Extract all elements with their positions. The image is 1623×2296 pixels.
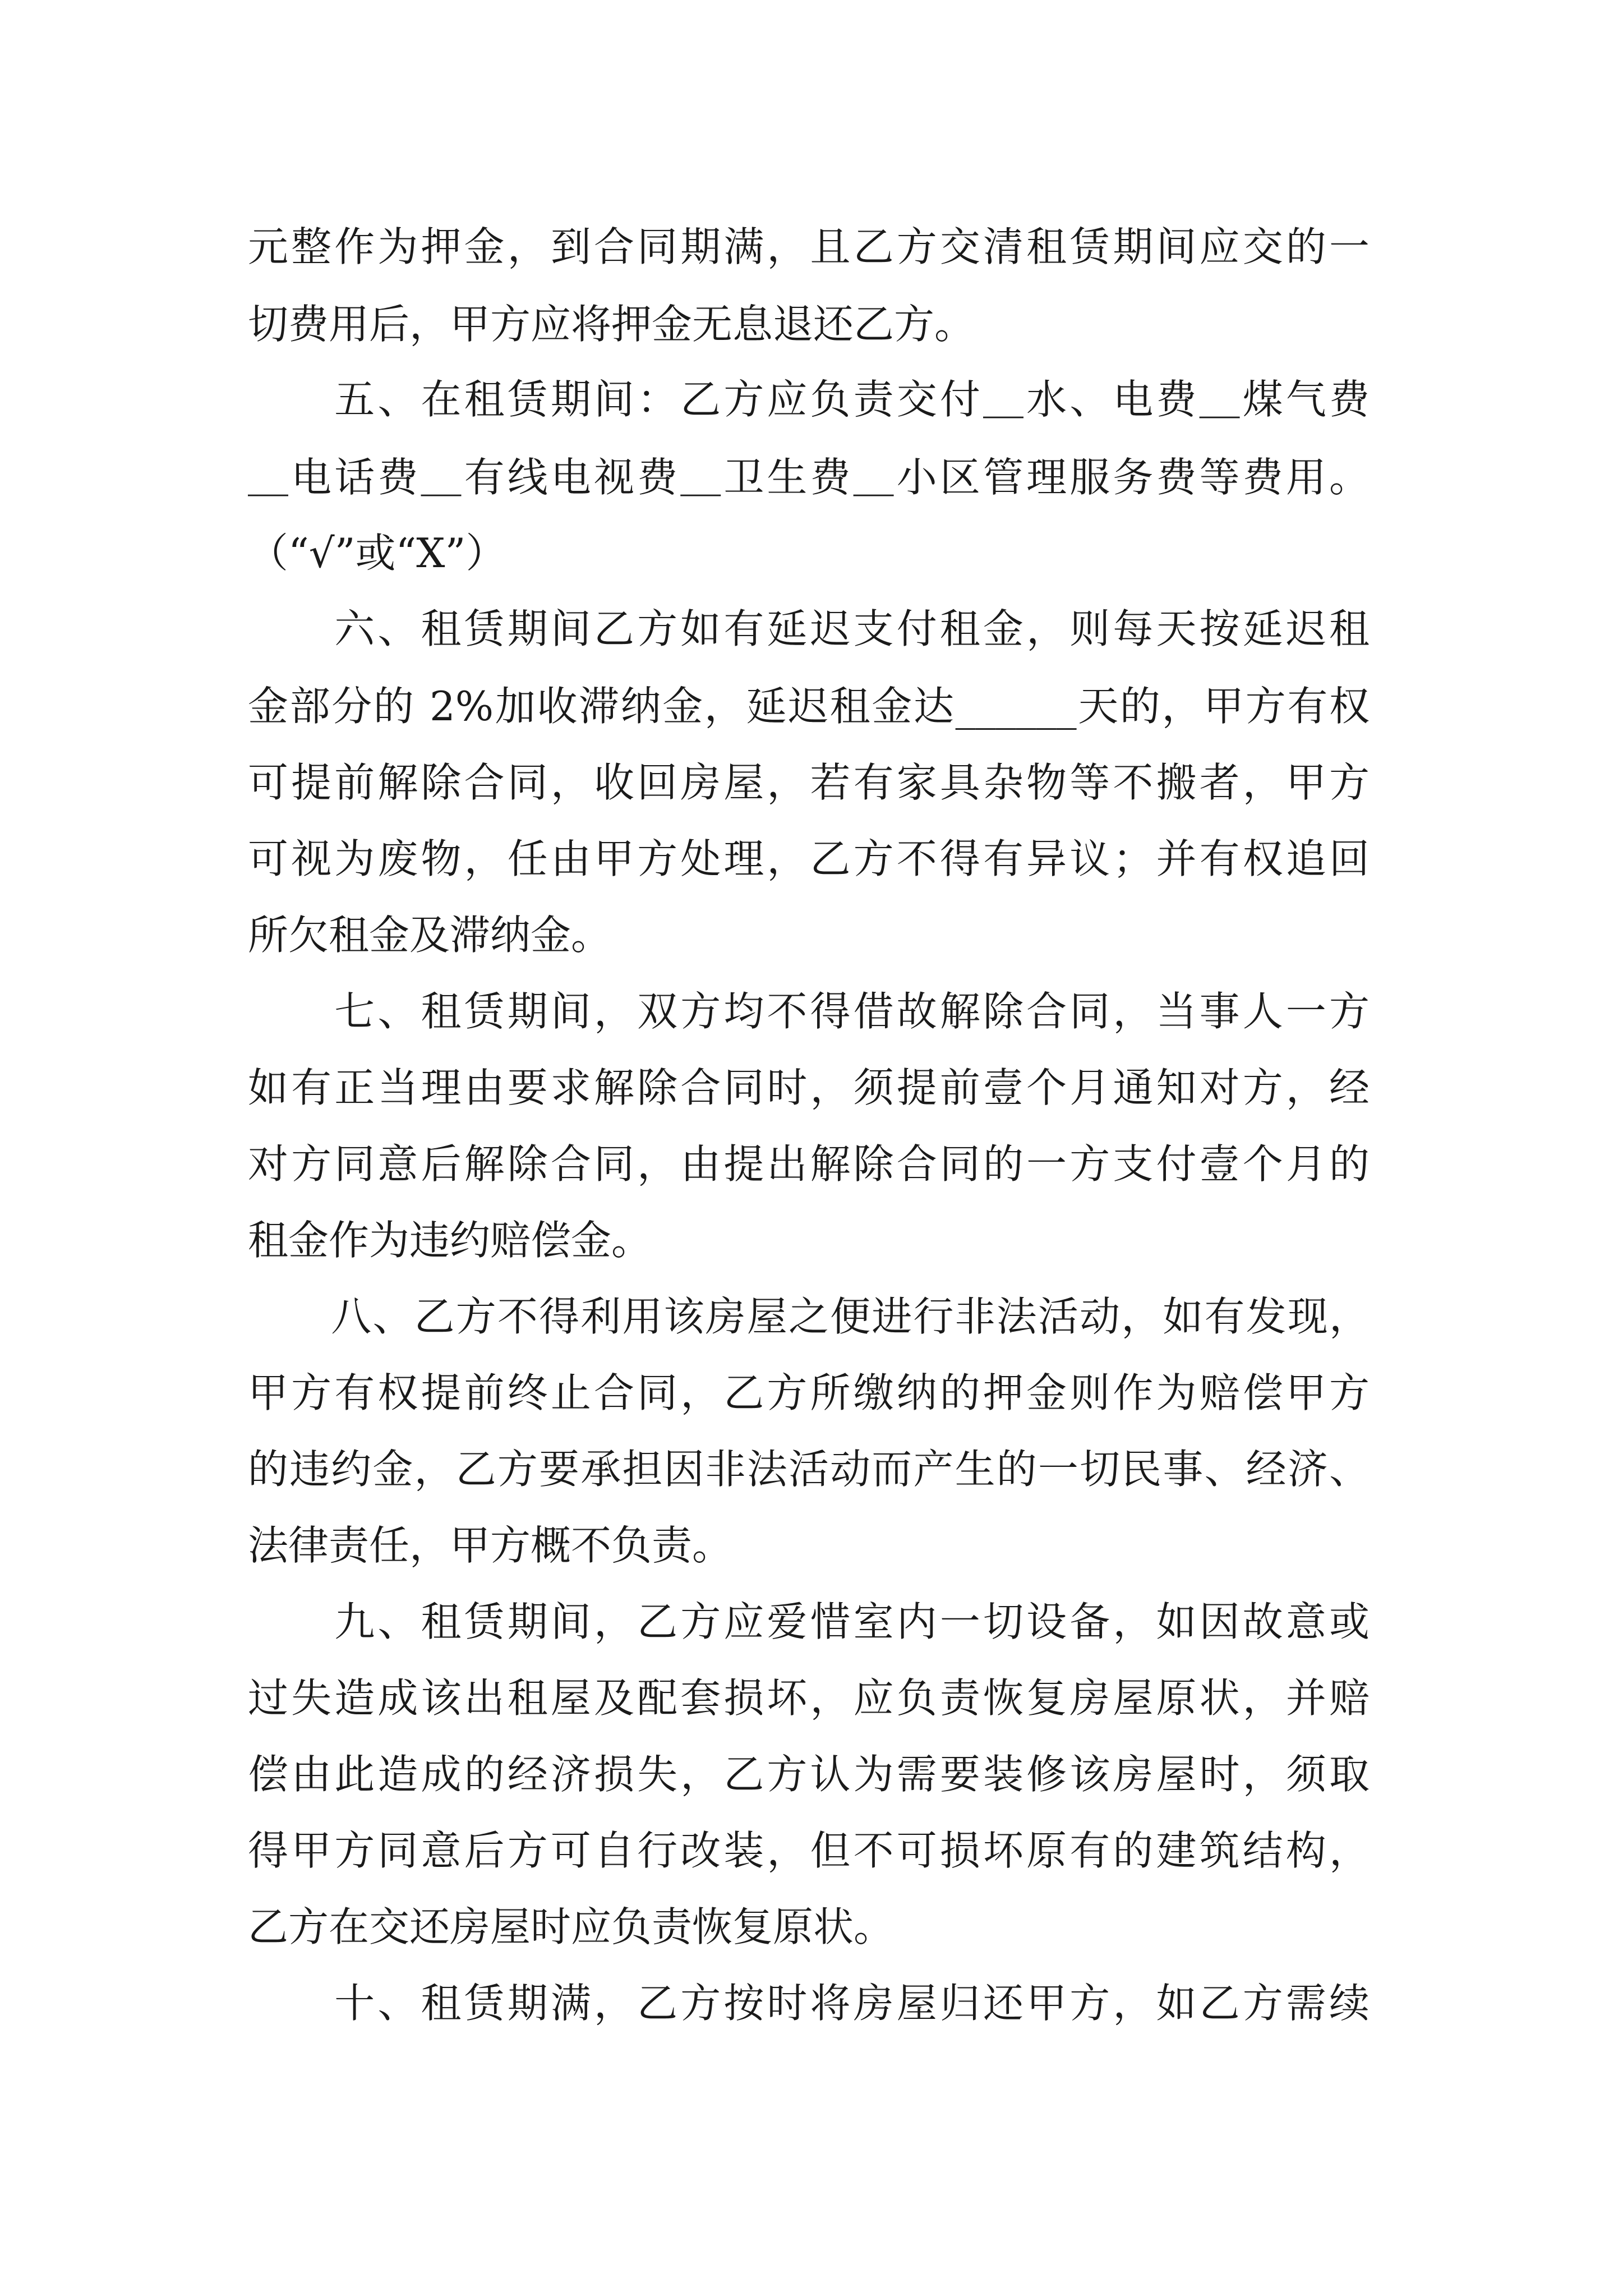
text-line: ＿电话费＿有线电视费＿卫生费＿小区管理服务费等费用。	[248, 454, 1370, 501]
text-line: 法律责任，甲方概不负责。	[248, 1522, 733, 1569]
text-line: （“√”或“X”）	[248, 530, 506, 577]
text-line: 的违约金，乙方要承担因非法活动而产生的一切民事、经济、	[248, 1446, 1370, 1493]
text-line: 九、租赁期间，乙方应爱惜室内一切设备，如因故意或	[248, 1598, 1370, 1645]
text-line: 十、租赁期满，乙方按时将房屋归还甲方，如乙方需续	[248, 1980, 1370, 2027]
text-line: 六、租赁期间乙方如有延迟支付租金，则每天按延迟租	[248, 605, 1370, 652]
text-line: 甲方有权提前终止合同，乙方所缴纳的押金则作为赔偿甲方	[248, 1369, 1370, 1416]
text-line: 五、在租赁期间：乙方应负责交付＿水、电费＿煤气费	[248, 376, 1370, 423]
text-line: 如有正当理由要求解除合同时，须提前壹个月通知对方，经	[248, 1064, 1370, 1111]
text-line: 乙方在交还房屋时应负责恢复原状。	[248, 1903, 895, 1950]
text-line: 所欠租金及滞纳金。	[248, 912, 612, 959]
text-line: 七、租赁期间，双方均不得借故解除合同，当事人一方	[248, 988, 1370, 1035]
text-line: 偿由此造成的经济损失，乙方认为需要装修该房屋时，须取	[248, 1751, 1370, 1798]
text-line: 可提前解除合同，收回房屋，若有家具杂物等不搬者，甲方	[248, 759, 1370, 806]
text-line: 对方同意后解除合同，由提出解除合同的一方支付壹个月的	[248, 1140, 1370, 1188]
text-line: 得甲方同意后方可自行改装，但不可损坏原有的建筑结构，	[248, 1827, 1370, 1874]
text-line: 过失造成该出租屋及配套损坏，应负责恢复房屋原状，并赔	[248, 1674, 1370, 1722]
text-line: 租金作为违约赔偿金。	[248, 1217, 652, 1264]
text-line: 元整作为押金，到合同期满，且乙方交清租赁期间应交的一	[248, 223, 1370, 270]
text-line: 金部分的 2%加收滞纳金，延迟租金达______天的，甲方有权	[248, 683, 1370, 730]
text-line: 可视为废物，任由甲方处理，乙方不得有异议；并有权追回	[248, 835, 1370, 882]
text-line: 切费用后，甲方应将押金无息退还乙方。	[248, 301, 975, 348]
text-line: 八、乙方不得利用该房屋之便进行非法活动，如有发现，	[248, 1293, 1370, 1340]
